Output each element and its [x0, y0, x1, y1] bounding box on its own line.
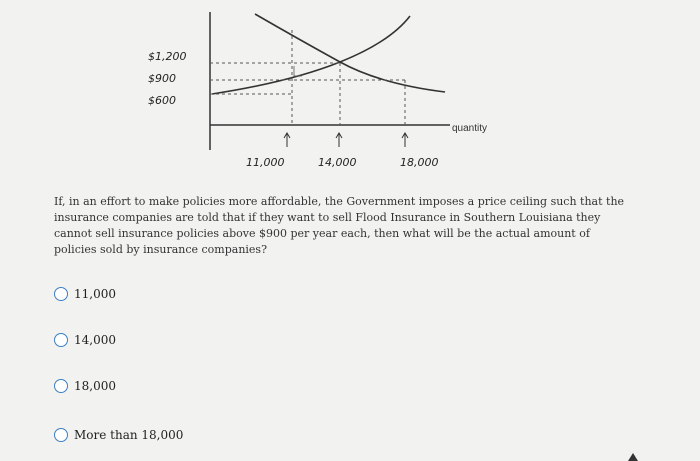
- qty-label-14000: 14,000: [318, 156, 357, 169]
- option-label: 14,000: [74, 333, 116, 347]
- scroll-caret-icon: [628, 453, 638, 461]
- option-label: More than 18,000: [74, 428, 184, 442]
- qty-label-11000: 11,000: [246, 156, 285, 169]
- radio-icon[interactable]: [54, 287, 68, 301]
- price-label-600: $600: [148, 94, 176, 107]
- supply-curve: [212, 16, 410, 94]
- option-more-than-18000[interactable]: [54, 428, 183, 442]
- axis-label-quantity: quantity: [452, 123, 488, 134]
- qty-label-18000: 18,000: [400, 156, 439, 169]
- question-text: If, in an effort to make policies more affordable, the Government imposes a price ceiling such that the insurance companies are told that if they want to sell Flood Insurance in Southern Louisiana they cannot sell insurance policies above $900 per year each, then what will be the actual amount of policies sold by insurance companies?: [54, 195, 625, 256]
- option-11000[interactable]: [54, 287, 116, 301]
- radio-icon[interactable]: [54, 379, 68, 393]
- option-label: 11,000: [74, 287, 116, 301]
- option-14000[interactable]: [54, 333, 116, 347]
- option-label: 18,000: [74, 379, 116, 393]
- price-label-900: $900: [148, 72, 176, 85]
- price-label-1200: $1,200: [148, 50, 187, 63]
- supply-demand-graph: [0, 0, 700, 180]
- option-18000[interactable]: [54, 379, 116, 393]
- arrow-18000: [402, 133, 408, 147]
- arrow-14000: [336, 133, 342, 147]
- radio-icon[interactable]: [54, 333, 68, 347]
- radio-icon[interactable]: [54, 428, 68, 442]
- arrow-11000: [284, 133, 290, 147]
